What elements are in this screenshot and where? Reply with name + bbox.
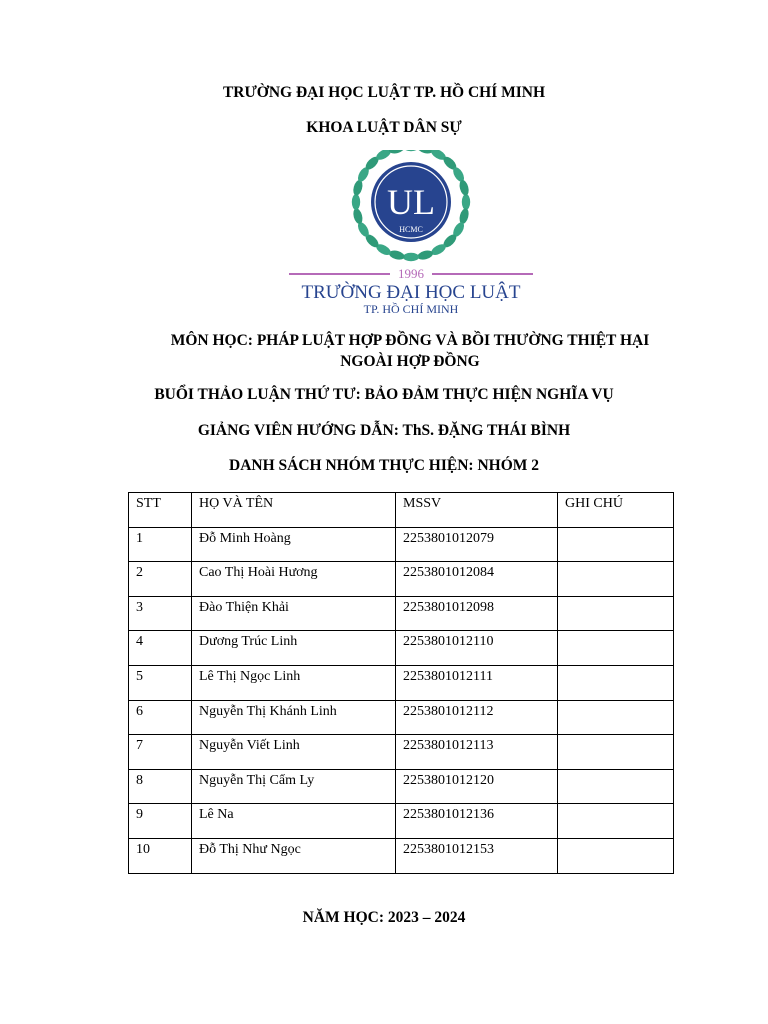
name-cell: Nguyễn Thị Khánh Linh [192,700,396,735]
table-header-row [129,493,674,528]
leaf-icon [403,253,419,261]
member-table [128,492,674,874]
name-cell: Lê Thị Ngọc Linh [192,665,396,700]
group-title: DANH SÁCH NHÓM THỰC HIỆN: NHÓM 2 [229,457,539,474]
stt-cell: 7 [129,735,192,770]
note-cell [558,596,674,631]
student-id-cell: 2253801012136 [396,804,558,839]
logo-year: 1996 [398,266,424,281]
logo-monogram: UL [387,182,435,222]
course-subject-line2: NGOÀI HỢP ĐỒNG [340,353,480,370]
stt-cell: 6 [129,700,192,735]
name-cell: Lê Na [192,804,396,839]
column-header: MSSV [396,493,558,528]
stt-cell: 5 [129,665,192,700]
lecturer-line: GIẢNG VIÊN HƯỚNG DẪN: ThS. ĐẶNG THÁI BÌNH [197,422,571,439]
student-id-cell: 2253801012110 [396,631,558,666]
name-cell: Cao Thị Hoài Hương [192,562,396,597]
note-cell [558,804,674,839]
logo-name-line1: TRƯỜNG ĐẠI HỌC LUẬT [301,282,521,303]
university-title: TRƯỜNG ĐẠI HỌC LUẬT TP. HỒ CHÍ MINH [222,84,546,101]
column-header: HỌ VÀ TÊN [192,493,396,528]
leaf-icon [458,207,470,225]
name-cell: Nguyễn Thị Cẩm Ly [192,769,396,804]
student-id-cell: 2253801012079 [396,527,558,562]
table-row [129,631,674,666]
name-cell: Đào Thiện Khải [192,596,396,631]
faculty-title: KHOA LUẬT DÂN SỰ [306,119,462,136]
table-row [129,562,674,597]
student-id-cell: 2253801012111 [396,665,558,700]
note-cell [558,631,674,666]
column-header: GHI CHÚ [558,493,674,528]
column-header: STT [129,493,192,528]
stt-cell: 3 [129,596,192,631]
note-cell [558,700,674,735]
student-id-cell: 2253801012084 [396,562,558,597]
academic-year: NĂM HỌC: 2023 – 2024 [302,909,466,926]
table-row [129,527,674,562]
leaf-icon [416,150,434,155]
leaf-icon [458,179,470,197]
student-id-cell: 2253801012112 [396,700,558,735]
course-subject [130,330,690,372]
name-cell: Đỗ Thị Như Ngọc [192,838,396,873]
name-cell: Đỗ Minh Hoàng [192,527,396,562]
university-logo [286,150,536,318]
stt-cell: 2 [129,562,192,597]
table-row [129,665,674,700]
leaf-icon [352,194,360,210]
note-cell [558,665,674,700]
table-row [129,596,674,631]
stt-cell: 9 [129,804,192,839]
table-row [129,838,674,873]
stt-cell: 4 [129,631,192,666]
table-row [129,735,674,770]
name-cell: Nguyễn Viết Linh [192,735,396,770]
stt-cell: 8 [129,769,192,804]
leaf-icon [462,194,470,210]
session-title: BUỔI THẢO LUẬN THỨ TƯ: BẢO ĐẢM THỰC HIỆN NGHĨA VỤ [154,386,614,403]
name-cell: Dương Trúc Linh [192,631,396,666]
student-id-cell: 2253801012153 [396,838,558,873]
leaf-icon [388,150,406,155]
table-row [129,700,674,735]
note-cell [558,735,674,770]
stt-cell: 1 [129,527,192,562]
table-row [129,804,674,839]
leaf-icon [403,150,419,151]
logo-badge-text: HCMC [399,225,423,234]
note-cell [558,527,674,562]
note-cell [558,838,674,873]
leaf-icon [352,207,364,225]
leaf-icon [352,179,364,197]
logo-name-line2: TP. HỒ CHÍ MINH [363,302,459,316]
table-row [129,769,674,804]
leaf-icon [416,249,434,261]
stt-cell: 10 [129,838,192,873]
note-cell [558,562,674,597]
student-id-cell: 2253801012098 [396,596,558,631]
student-id-cell: 2253801012113 [396,735,558,770]
note-cell [558,769,674,804]
course-subject-line1: MÔN HỌC: PHÁP LUẬT HỢP ĐỒNG VÀ BỒI THƯỜNG THIỆT HẠI [170,332,650,349]
leaf-icon [388,249,406,261]
student-id-cell: 2253801012120 [396,769,558,804]
